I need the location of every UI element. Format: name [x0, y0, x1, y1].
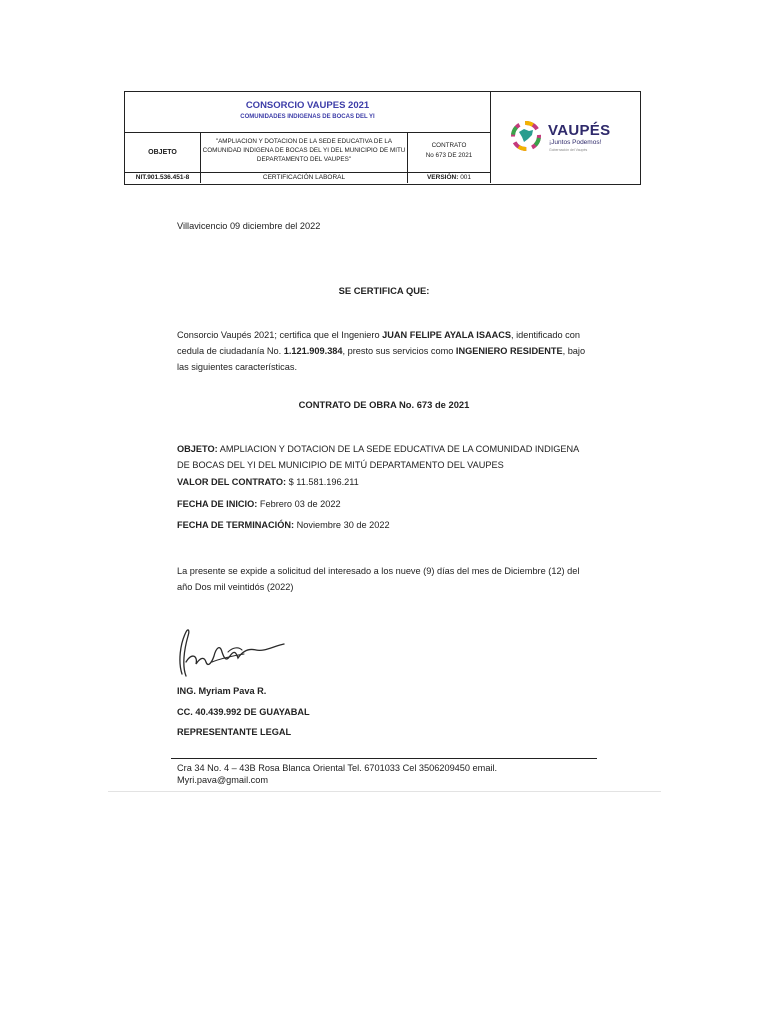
footer-address: Cra 34 No. 4 – 43B Rosa Blanca Oriental Tel. 6701033 Cel 3506209450 email.	[177, 763, 498, 773]
header-info	[125, 92, 491, 183]
objeto-text: AMPLIACION Y DOTACION DE LA SEDE EDUCATIVA DE LA COMUNIDAD INDIGENA DE BOCAS DEL YI DEL MUNICIPIO DE MITÚ DEPARTAMENTO DEL VAUPES	[177, 444, 579, 470]
footer-divider	[171, 758, 597, 759]
valor-label: VALOR DEL CONTRATO:	[177, 477, 287, 487]
signer-id: CC. 40.439.992 DE GUAYABAL	[177, 707, 310, 717]
document-type: CERTIFICACIÓN LABORAL	[201, 173, 408, 183]
company-subtitle: COMUNIDADES INDIGENAS DE BOCAS DEL YI	[240, 114, 375, 120]
para-intro: Consorcio Vaupés 2021; certifica que el Ingeniero	[177, 330, 383, 340]
person-name: JUAN FELIPE AYALA ISAACS	[382, 330, 511, 340]
role: INGENIERO RESIDENTE	[455, 346, 563, 356]
objeto-paragraph	[177, 441, 592, 473]
footer-email: Myri.pava@gmail.com	[177, 775, 269, 785]
certification-paragraph	[177, 327, 592, 375]
logo-small-text: Gobernación del Vaupés	[549, 148, 588, 152]
para-mid2: , presto sus servicios como	[342, 346, 456, 356]
company-row	[125, 92, 490, 133]
document-header-table	[124, 91, 641, 185]
certificate-title: SE CERTIFICA QUE:	[338, 285, 430, 296]
contract-title: CONTRATO DE OBRA No. 673 de 2021	[298, 399, 470, 410]
contrato-number: No 673 DE 2021	[425, 152, 473, 159]
vaupes-logo	[492, 92, 640, 183]
issuance-statement: La presente se expide a solicitud del interesado a los nueve (9) días del mes de Diciembre (12) del año Dos mil veintidós (2022)	[177, 566, 580, 592]
objeto-label: OBJETO	[125, 133, 201, 172]
logo-slogan: ¡Juntos Podemos!	[549, 139, 602, 146]
version-label: VERSIÓN:	[426, 174, 459, 181]
date-line: Villavicencio 09 diciembre del 2022	[177, 221, 321, 231]
version	[408, 173, 490, 183]
vaupes-map-icon	[510, 120, 542, 152]
company-name: CONSORCIO VAUPES 2021	[245, 100, 370, 111]
contrato-cell	[408, 133, 490, 172]
contrato-label: CONTRATO	[431, 142, 467, 149]
logo-name: VAUPÉS	[548, 122, 611, 139]
start-date	[177, 499, 341, 509]
signer-name: ING. Myriam Pava R.	[177, 686, 267, 696]
valor-value: $ 11.581.196.211	[286, 477, 359, 487]
objeto-label-body: OBJETO:	[177, 444, 218, 454]
term-label: FECHA DE TERMINACIÓN:	[177, 520, 295, 530]
version-value: 001	[460, 174, 472, 181]
meta-row	[125, 173, 490, 183]
objeto-row	[125, 133, 490, 173]
nit: NIT.901.536.451-8	[125, 173, 201, 183]
inicio-label: FECHA DE INICIO:	[177, 499, 258, 509]
page-bottom-line	[108, 791, 661, 792]
contract-value	[177, 477, 359, 487]
para-end: , bajo las siguientes características.	[177, 346, 586, 372]
handwritten-signature-icon	[172, 622, 297, 682]
cedula-number: 1.121.909.384	[283, 346, 343, 356]
term-value: Noviembre 30 de 2022	[294, 520, 390, 530]
end-date	[177, 520, 390, 530]
objeto-description: "AMPLIACION Y DOTACION DE LA SEDE EDUCATIVA DE LA COMUNIDAD INDIGENA DE BOCAS DEL YI DEL MUNICIPIO DE MITU DEPARTAMENTO DEL VAUPES"	[201, 133, 408, 172]
inicio-value: Febrero 03 de 2022	[257, 499, 341, 509]
signer-role: REPRESENTANTE LEGAL	[177, 727, 292, 737]
para-mid1: , identificado con cedula de ciudadanía No.	[177, 330, 580, 356]
